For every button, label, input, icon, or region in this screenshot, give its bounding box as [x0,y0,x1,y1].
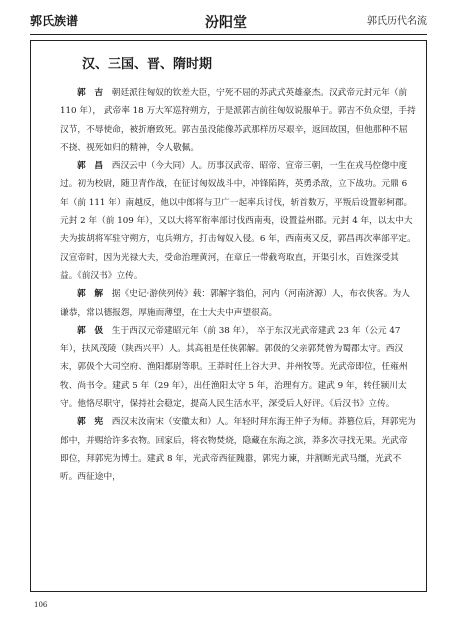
page-number: 106 [34,601,48,609]
entry-paragraph [60,285,416,322]
entry-name: 郭 吉 [77,88,104,98]
entry-paragraph [60,84,416,157]
entry-text: 朝廷派往匈奴的钦差大臣，宁死不屈的苏武式英雄豪杰。汉武帝元封元年（前 110 年）， 武帝率 18 万大军巡狩朔方，于是派郭吉前往匈奴说服单于。郭吉不负众望，手持汉节，不辱使命，被折磨致死。郭吉虽没能像苏武那样历尽艰辛，返回故国，但他那种不屈不挠、视死如归的精神，令人敬佩。 [60,88,416,153]
entry-paragraph [60,157,416,285]
entries-list [60,84,416,487]
entry-text: 西汉云中（今大同）人。历事汉武帝、昭帝、宣帝三朝，一生在戎马倥偬中度过。初为校尉，随卫青作战，在征讨匈奴战斗中，冲锋陷阵，英勇杀敌，立下战功。元鼎 6 年（前 111 年）南越反，他以中郎将与卫广一起率兵讨伐，斩首数万，平叛后设置彰柯郡。元封 2 年（前 109 年），又以大将军衔率部讨伐西南夷，设置益州郡。元封 4 年，以太中大夫为拔胡将军驻守朔方，屯兵朔方，打击匈奴入侵。6 年，西南夷又反，郭昌再次率部平定。汉宣帝时，因为光禄大夫，受命治理黄河，在章丘一带截弯取直，开渠引水，百姓深受其益。《前汉书》立传。 [60,161,416,281]
entry-paragraph [60,322,416,413]
entry-name: 郭 宪 [77,417,104,428]
page-header [30,10,427,32]
entry-text: 西汉末汝南宋（安徽太和）人。年轻时拜东海王仲子为师。莽篡位后，拜郭宪为郎中，并赐给许多衣物。回家后，将衣物焚烧，隐藏在东海之滨，莽多次寻找无果。光武帝即位，拜郭宪为博士。建武 8 年，光武帝西征隗嚣，郭宪力谏，并割断光武马缰，光武不听。西征途中， [60,417,416,483]
entry-text: 据《史记·游侠列传》载：郭解字翁伯，河内（河南济源）人，布衣侠客。为人谦恭，常以德报怨，厚施而薄望，在士大夫中声望很高。 [60,289,410,318]
header-left-title: 郭氏族谱 [30,14,79,28]
entry-name: 郭 昌 [77,161,104,172]
entry-text: 生于西汉元帝建昭元年（前 38 年）， 卒于东汉光武帝建武 23 年（公元 47 年），扶风茂陵（陕西兴平）人。其高祖是任侠郭解。郭伋的父亲郭梵曾为蜀郡太守。西汉末，郭伋个大司空府、渔阳都尉等职。王莽时任上谷大尹、并州牧等。光武帝即位，任雍州牧、尚书令。建武 5 年（29 年），出任渔阳太守 5 年，治理有方。建武 9 年，转任颍川太守。他恪尽职守，保持社会稳定，提高人民生活水平，深受后人好评。《后汉书》立传。 [60,325,408,410]
entry-paragraph [60,413,416,486]
entry-name: 郭 伋 [77,325,104,336]
header-center-title: 汾阳堂 [205,15,247,31]
header-divider [30,34,427,35]
section-title: 汉、三国、晋、隋时期 [82,57,213,72]
entry-name: 郭 解 [77,289,104,300]
header-right-title: 郭氏历代名流 [367,16,427,27]
